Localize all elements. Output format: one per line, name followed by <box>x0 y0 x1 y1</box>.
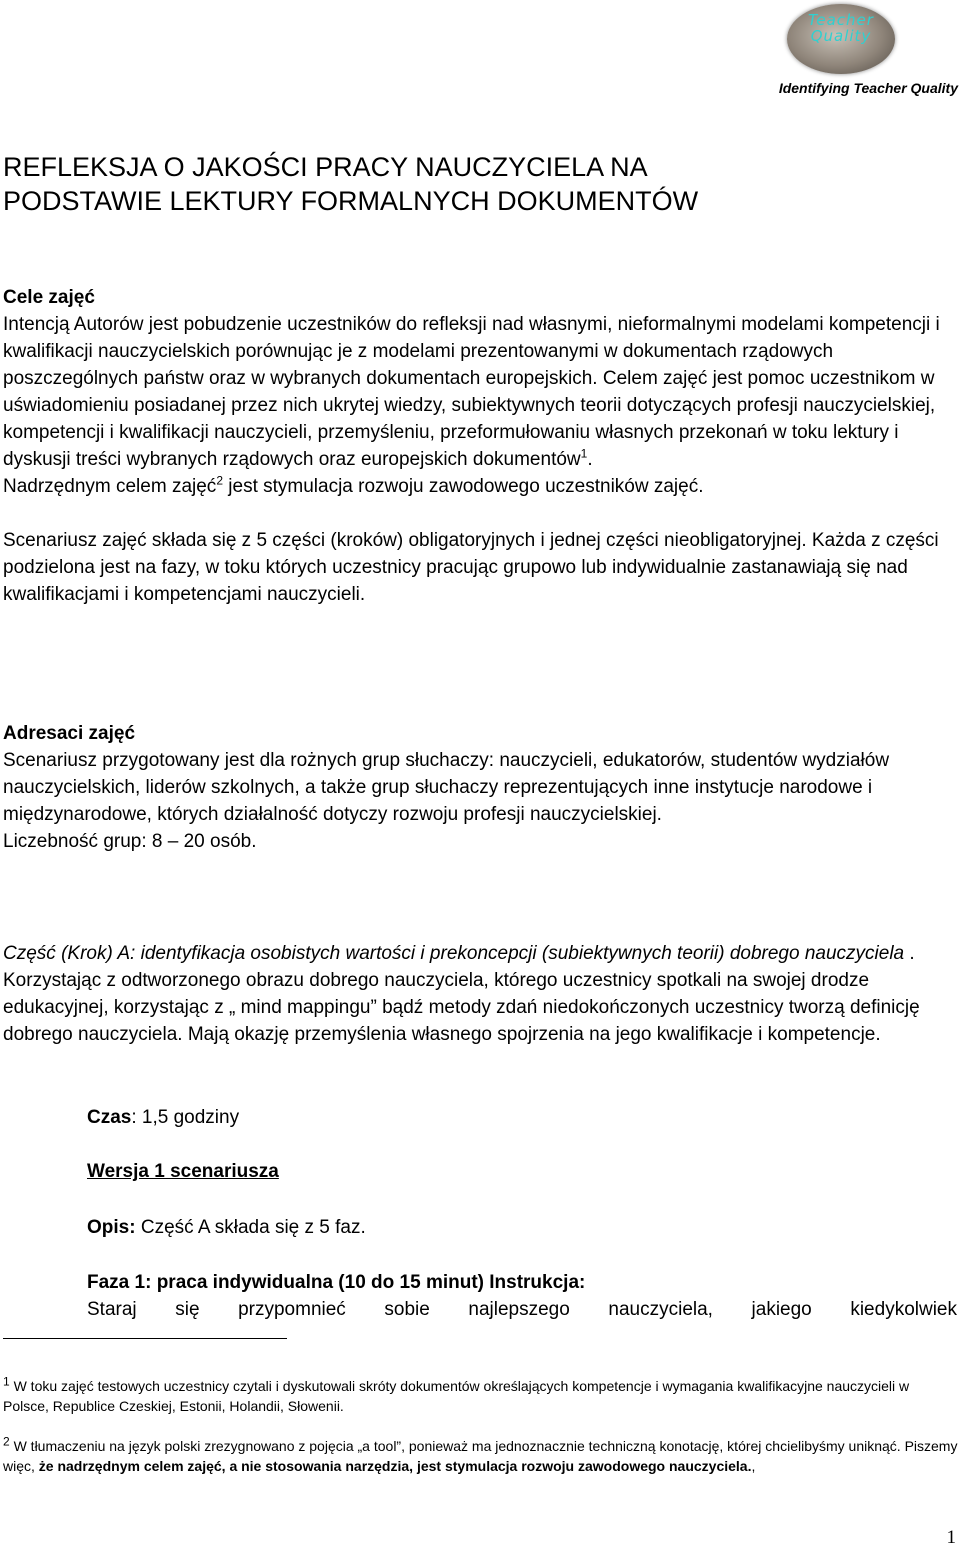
wersja-line <box>87 1158 957 1185</box>
paragraph-adresaci-2: Liczebność grup: 8 – 20 osób. <box>3 831 257 852</box>
heading-cele: Cele zajęć <box>3 287 95 308</box>
opis-label: Opis: <box>87 1217 136 1238</box>
krok-a-text: . Korzystając z odtworzonego obrazu dobrego nauczyciela, którego uczestnicy spotkali na swojej drodze edukacyjnej, korzystając z „ mind mappingu” bądź metody zdań niedokończonych uczestnicy tworzą definicję dobrego nauczyciela. Mają okazję przemyślenia własnego spojrzenia na jego kwalifikacje i kompetencje. <box>3 943 920 1045</box>
teacher-quality-logo <box>787 4 895 74</box>
faza-1-label: Faza 1: praca indywidualna (10 do 15 minut) Instrukcja: <box>87 1272 586 1293</box>
footnote-2-bold: że nadrzędnym celem zajęć, a nie stosowania narzędzia, jest stymulacja rozwoju zawodowego nauczyciela. <box>38 1458 752 1474</box>
faza-1-text: Staraj się przypomnieć sobie najlepszego nauczyciela, jakiego kiedykolwiek <box>87 1299 957 1320</box>
title-line-1: REFLEKSJA O JAKOŚCI PRACY NAUCZYCIELA NA <box>3 152 648 182</box>
heading-adresaci: Adresaci zajęć <box>3 723 136 744</box>
footnote-2-end: , <box>751 1458 756 1474</box>
footnote-2 <box>3 1436 958 1476</box>
paragraph-cele-3: Scenariusz zajęć składa się z 5 części (kroków) obligatoryjnych i jednej części nieobligatoryjnej. Każda z części podzielona jest na fazy, w toku których uczestnicy pracując grupowo lub indywidualnie zastanawiają się nad kwalifikacjami i kompetencjami nauczycieli. <box>3 530 939 605</box>
section-adresaci <box>3 720 958 855</box>
footnote-2-text: W tłumaczeniu na język polski zrezygnowano z pojęcia „a tool”, ponieważ ma jednoznacznie techniczną konotację, której chcielibyśmy uniknąć. Piszemy więc, <box>3 1438 958 1474</box>
footnote-ref-1[interactable]: 1 <box>580 446 588 461</box>
footnote-1-text: W toku zajęć testowych uczestnicy czytali i dyskutowali skróty dokumentów określających kompetencje i wymagania kwalifikacyjne nauczycieli w Polsce, Republice Czeskiej, Estonii, Holandii, Słowenii. <box>3 1378 910 1414</box>
cele-text-2: Nadrzędnym celem zajęć <box>3 476 217 497</box>
opis-value: Część A składa się z 5 faz. <box>135 1217 366 1238</box>
paragraph-cele-2 <box>3 473 958 500</box>
czas-line <box>87 1104 957 1131</box>
paragraph-krok-a <box>3 940 958 1048</box>
footnote-2-mark: 2 <box>3 1434 10 1449</box>
section-cele <box>3 284 958 608</box>
footnote-1 <box>3 1376 958 1416</box>
czas-label: Czas <box>87 1107 132 1128</box>
opis-line <box>87 1214 957 1241</box>
running-header: Identifying Teacher Quality <box>778 80 958 96</box>
footnote-ref-2[interactable]: 2 <box>216 473 223 488</box>
wersja-label: Wersja 1 scenariusza <box>87 1161 279 1182</box>
logo-text: Teacher Quality <box>808 11 874 45</box>
footnote-separator <box>3 1338 287 1339</box>
krok-a-title: Część (Krok) A: identyfikacja osobistych wartości i prekoncepcji (subiektywnych teorii) dobrego nauczyciela <box>3 943 905 964</box>
section-krok-a <box>3 940 958 1048</box>
paragraph-cele-1 <box>3 311 958 473</box>
cele-text-2-end: jest stymulacja rozwoju zawodowego uczestników zajęć. <box>223 476 704 497</box>
footnote-1-mark: 1 <box>3 1374 10 1389</box>
page-number: 1 <box>946 1527 956 1548</box>
document-title <box>3 150 943 218</box>
paragraph-adresaci-1: Scenariusz przygotowany jest dla rożnych grup słuchaczy: nauczycieli, edukatorów, studentów wydziałów nauczycielskich, liderów szkolnych, a także grup słuchaczy reprezentujących inne instytucje narodowe i międzynarodowe, których działalność dotyczy rozwoju profesji nauczycielskiej. <box>3 750 890 825</box>
title-line-2: PODSTAWIE LEKTURY FORMALNYCH DOKUMENTÓW <box>3 186 699 216</box>
cele-text: Intencją Autorów jest pobudzenie uczestników do refleksji nad własnymi, nieformalnymi modelami kompetencji i kwalifikacji nauczycielskich porównując je z modelami prezentowanymi w dokumentach rządowych poszczególnych państw oraz w wybranych dokumentach europejskich. Celem zajęć jest pomoc uczestnikom w uświadomieniu posiadanej przez nich ukrytej wiedzy, subiektywnych teorii dotyczących profesji nauczycielskiej, kompetencji i kwalifikacji nauczycieli, przemyśleniu, przeformułowaniu własnych przekonań w toku lektury i dyskusji treści wybranych rządowych oraz europejskich dokumentów <box>3 314 940 470</box>
cele-text-end: . <box>587 449 593 470</box>
czas-value: : 1,5 godziny <box>131 1107 240 1128</box>
